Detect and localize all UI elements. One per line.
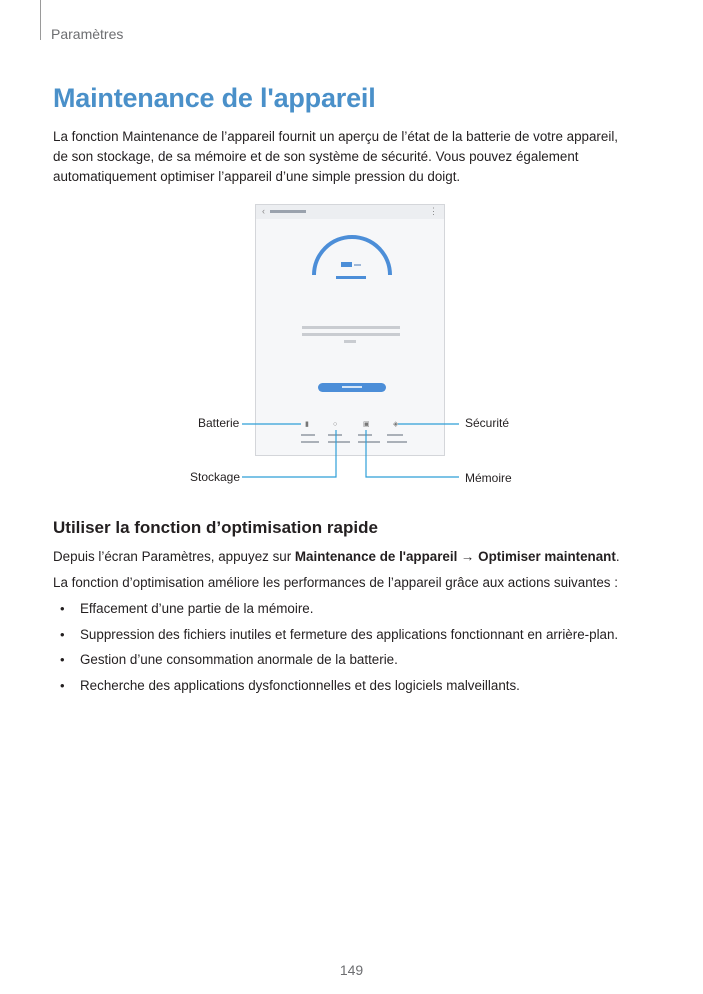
menu-path-optimize: Optimiser maintenant [478,549,616,564]
instruction-paragraph [53,549,620,564]
score-value-block [341,262,352,267]
list-item [53,627,618,653]
battery-label-line [301,441,319,443]
bullet-icon: • [60,652,65,667]
list-item-text: Recherche des applications dysfonctionnelles et des logiciels malveillants. [80,677,520,693]
callout-security: Sécurité [465,416,510,430]
more-options-icon: ⋮ [429,206,438,216]
section-label: Paramètres [51,26,124,42]
callout-storage: Stockage [190,470,241,484]
list-item-text: Gestion d’une consommation anormale de la batterie. [80,652,398,667]
instruction-prefix: Depuis l’écran Paramètres, appuyez sur [53,549,295,564]
bullet-icon: • [60,601,65,616]
status-text-block [336,276,366,279]
list-item [53,652,618,678]
screenshot-text-line [302,333,400,336]
callout-memory: Mémoire [465,471,512,485]
optimize-now-button-mock [318,383,386,392]
back-arrow-icon: ‹ [262,206,265,216]
bullet-icon: • [60,626,65,642]
memory-icon: ▣ [363,421,370,428]
list-item-text: Effacement d’une partie de la mémoire. [80,601,314,616]
memory-label-line [358,434,372,436]
bullet-icon: • [60,677,65,693]
security-icon: ◈ [393,421,399,428]
intro-paragraph [53,127,653,187]
screenshot-text-line [344,340,356,343]
list-item [53,601,618,627]
storage-label-line [328,434,342,436]
score-gauge-arc [314,237,390,275]
intro-line: La fonction Maintenance de l’appareil fournit un aperçu de l’état de la batterie de votre appareil, [53,129,619,144]
screenshot-text-line [302,326,400,329]
path-arrow: → [457,549,479,564]
list-item [53,678,618,704]
header-rule [40,0,41,40]
battery-icon: ▮ [305,421,309,428]
optimize-now-button-text [342,386,362,388]
menu-path-maintenance: Maintenance de l'appareil [294,549,458,564]
list-item-text: Suppression des fichiers inutiles et fermeture des applications fonctionnant en arrière-plan. [80,626,619,642]
battery-label-line [301,434,315,436]
security-label-line [387,434,403,436]
storage-icon: ○ [333,421,338,428]
memory-label-line [358,441,380,443]
page-number: 149 [339,962,364,978]
score-unit-block [354,264,361,266]
description-paragraph: La fonction d’optimisation améliore les performances de l’appareil grâce aux actions suivantes : [53,575,618,590]
page-title: Maintenance de l'appareil [53,83,376,113]
instruction-suffix: . [615,549,620,564]
storage-label-line [328,441,350,443]
intro-line: de son stockage, de sa mémoire et de son système de sécurité. Vous pouvez également [53,149,579,164]
callout-battery: Batterie [198,416,240,430]
section-heading: Utiliser la fonction d’optimisation rapide [53,518,378,537]
security-label-line [387,441,407,443]
screenshot-gauge [256,205,444,455]
intro-line: automatiquement optimiser l’appareil d’une simple pression du doigt. [53,169,461,184]
device-screenshot [255,204,445,456]
actions-list [53,601,618,703]
